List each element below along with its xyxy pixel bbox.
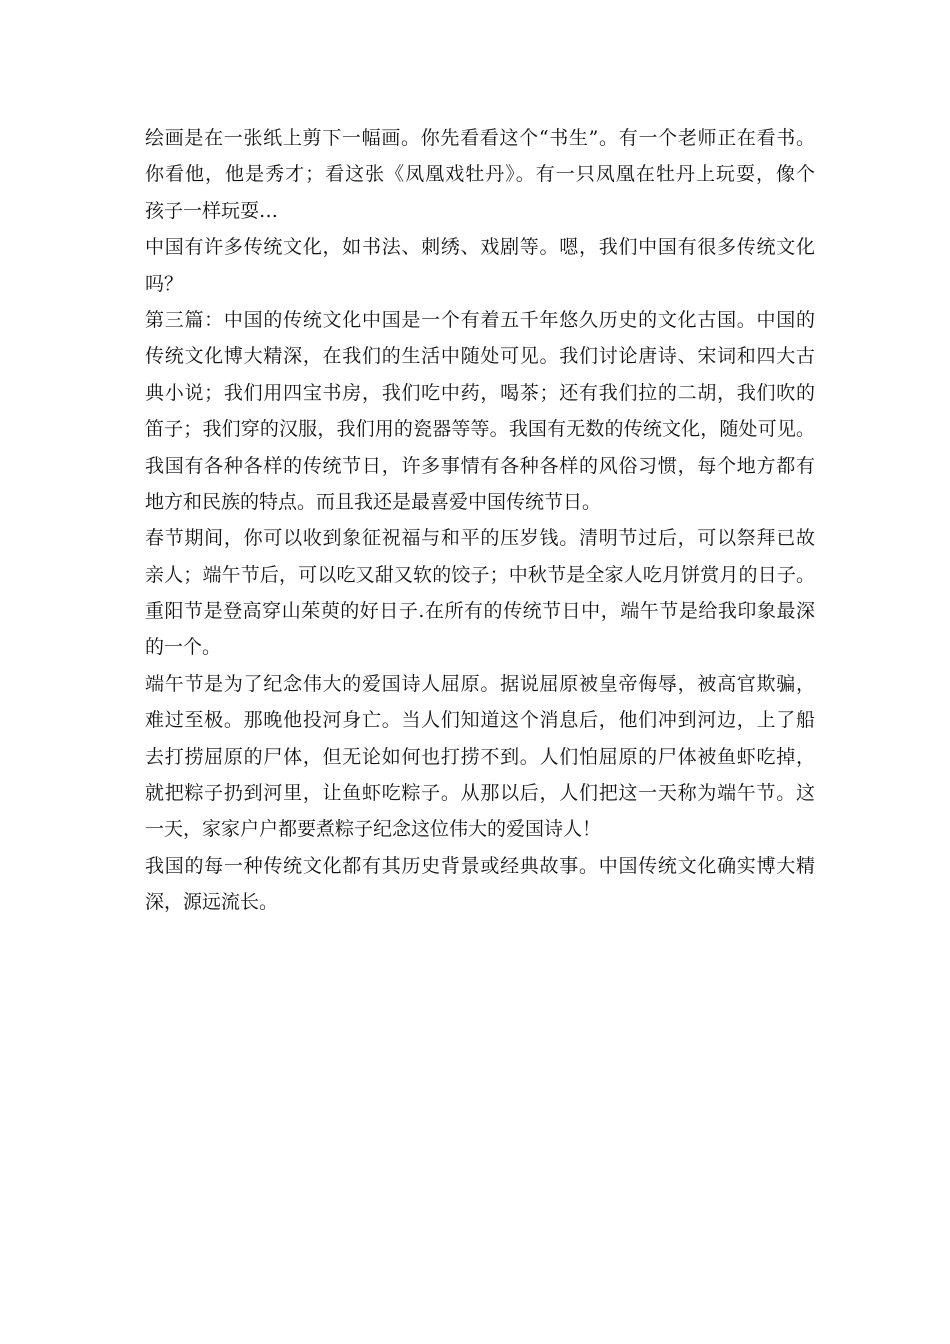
text-line: 我国的每一种传统文化都有其历史背景或经典故事。中国传统文化确实博大精 (145, 854, 815, 877)
text-line: 绘画是在一张纸上剪下一幅画。你先看看这个“书生”。有一个老师正在看书。 (145, 127, 815, 149)
text-line: 中国有许多传统文化，如书法、刺绣、戏剧等。嗯，我们中国有很多传统文化 (145, 236, 815, 259)
text-line: 孩子一样玩耍… (145, 199, 279, 222)
text-line: 我国有各种各样的传统节日，许多事情有各种各样的风俗习惯，每个地方都有 (145, 454, 815, 477)
text-line: 春节期间，你可以收到象征祝福与和平的压岁钱。清明节过后，可以祭拜已故 (145, 527, 815, 550)
text-line: 难过至极。那晚他投河身亡。当人们知道这个消息后，他们冲到河边，上了船 (145, 709, 815, 732)
text-line: 第三篇：中国的传统文化中国是一个有着五千年悠久历史的文化古国。中国的 (145, 308, 815, 331)
text-line: 的一个。 (145, 636, 222, 659)
text-line: 吗？ (145, 272, 184, 295)
text-line: 亲人；端午节后，可以吃又甜又软的饺子；中秋节是全家人吃月饼赏月的日子。 (145, 563, 815, 586)
text-line: 你看他，他是秀才；看这张《凤凰戏牡丹》。有一只凤凰在牡丹上玩耍，像个 (145, 163, 815, 186)
text-line: 端午节是为了纪念伟大的爱国诗人屈原。据说屈原被皇帝侮辱，被高官欺骗， (145, 672, 815, 695)
text-line: 就把粽子扔到河里，让鱼虾吃粽子。从那以后，人们把这一天称为端午节。这 (145, 782, 815, 805)
text-line: 典小说；我们用四宝书房，我们吃中药，喝茶；还有我们拉的二胡，我们吹的 (145, 381, 815, 404)
text-line: 笛子；我们穿的汉服，我们用的瓷器等等。我国有无数的传统文化，随处可见。 (145, 418, 815, 441)
body-text (145, 120, 815, 921)
text-line: 深，源远流长。 (145, 891, 279, 914)
text-line: 去打捞屈原的尸体，但无论如何也打捞不到。人们怕屈原的尸体被鱼虾吃掉， (145, 745, 815, 768)
text-line: 地方和民族的特点。而且我还是最喜爱中国传统节日。 (145, 490, 602, 513)
text-line: 重阳节是登高穿山茱萸的好日子.在所有的传统节日中，端午节是给我印象最深 (145, 600, 815, 623)
text-line: 一天，家家户户都要煮粽子纪念这位伟大的爱国诗人！ (145, 818, 602, 841)
text-line: 传统文化博大精深，在我们的生活中随处可见。我们讨论唐诗、宋词和四大古 (145, 345, 815, 368)
